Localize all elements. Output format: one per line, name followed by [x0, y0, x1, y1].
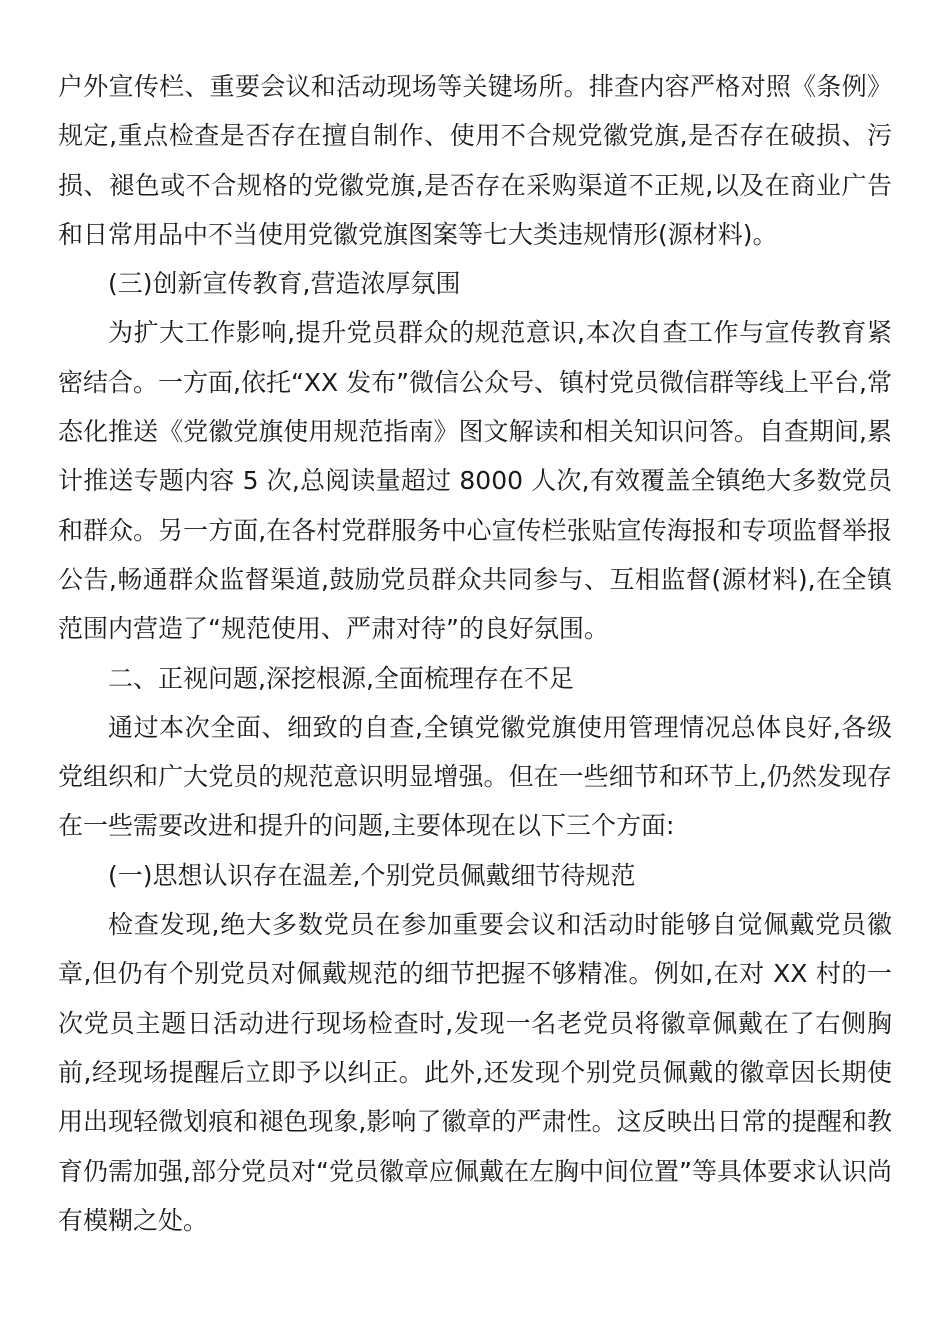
body-paragraph-continued: 户外宣传栏、重要会议和活动现场等关键场所。排查内容严格对照《条例》规定,重点检查是否存在擅自制作、使用不合规党徽党旗,是否存在破损、污损、褪色或不合规格的党徽党旗,是否存在采购渠道不正规,以及在商业广告和日常用品中不当使用党徽党旗图案等七大类违规情形(源材料)。	[58, 72, 892, 249]
subheading-1: (一)思想认识存在温差,个别党员佩戴细节待规范	[108, 860, 636, 890]
section-heading-2: 二、正视问题,深挖根源,全面梳理存在不足	[108, 663, 574, 693]
subheading-3: (三)创新宣传教育,营造浓厚氛围	[108, 269, 461, 299]
body-paragraph: 通过本次全面、细致的自查,全镇党徽党旗使用管理情况总体良好,各级党组织和广大党员的规范意识明显增强。但在一些细节和环节上,仍然发现存在一些需要改进和提升的问题,主要体现在以下三个方面:	[58, 712, 892, 841]
document-page	[58, 62, 892, 1245]
body-paragraph: 为扩大工作影响,提升党员群众的规范意识,本次自查工作与宣传教育紧密结合。一方面,依托“XX 发布”微信公众号、镇村党员微信群等线上平台,常态化推送《党徽党旗使用规范指南》图文解读和相关知识问答。自查期间,累计推送专题内容 5 次,总阅读量超过 8000 人次,有效覆盖全镇绝大多数党员和群众。另一方面,在各村党群服务中心宣传栏张贴宣传海报和专项监督举报公告,畅通群众监督渠道,鼓励党员群众共同参与、互相监督(源材料),在全镇范围内营造了“规范使用、严肃对待”的良好氛围。	[58, 318, 892, 644]
body-paragraph: 检查发现,绝大多数党员在参加重要会议和活动时能够自觉佩戴党员徽章,但仍有个别党员对佩戴规范的细节把握不够精准。例如,在对 XX 村的一次党员主题日活动进行现场检查时,发现一名老党员将徽章佩戴在了右侧胸前,经现场提醒后立即予以纠正。此外,还发现个别党员佩戴的徽章因长期使用出现轻微划痕和褪色现象,影响了徽章的严肃性。这反映出日常的提醒和教育仍需加强,部分党员对“党员徽章应佩戴在左胸中间位置”等具体要求认识尚有模糊之处。	[58, 910, 892, 1235]
